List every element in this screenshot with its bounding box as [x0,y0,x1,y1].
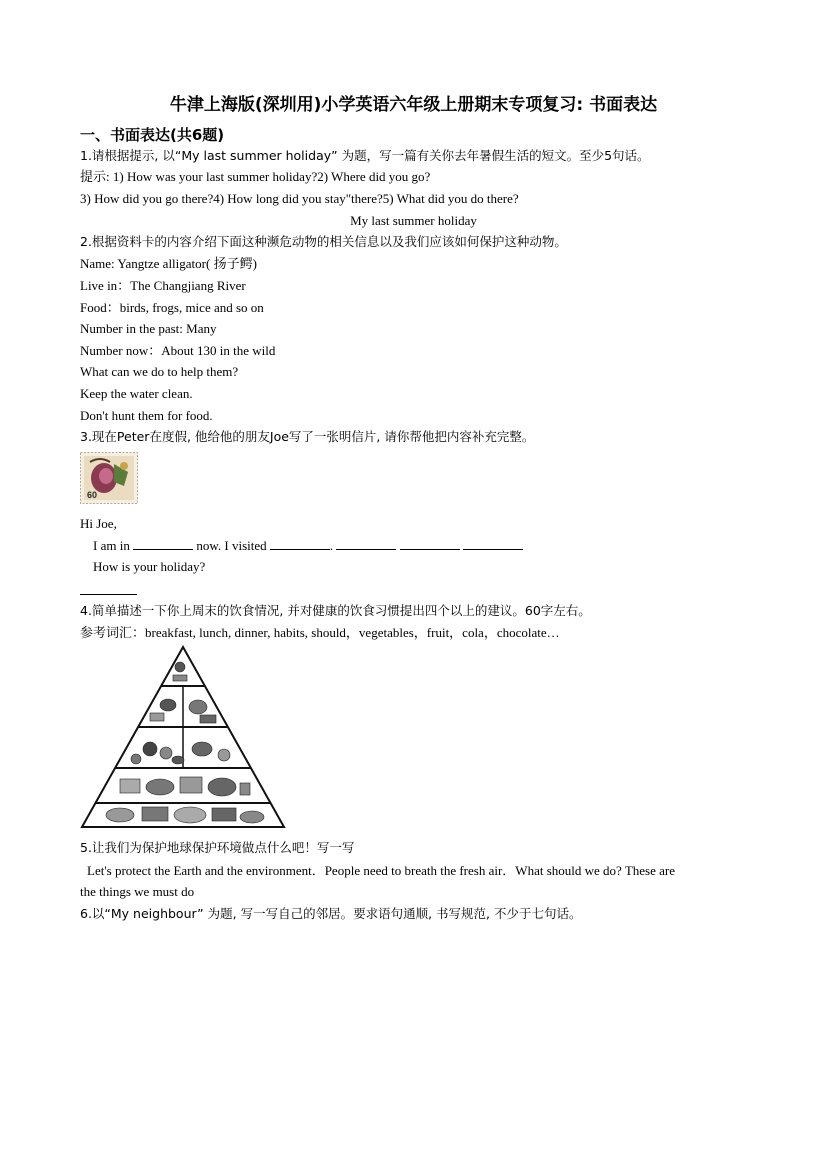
q2-info-line: Name: Yangtze alligator( 扬子鳄) [80,256,257,271]
stamp-value: 60 [87,490,98,500]
q2-info-line: Number in the past: Many [80,321,217,336]
q5-text-line1: Let's protect the Earth and the environment．People need to breath the fresh air．What should we do? These are [87,863,675,878]
signature-blank[interactable] [80,594,137,595]
q1-hints-line2: 3) How did you go there?4) How long did you stay"there?5) What did you do there? [80,191,519,206]
answer-blank[interactable] [133,538,193,550]
q2-info-line: Live in：The Changjiang River [80,278,246,293]
q1-hints-line1: 提示: 1) How was your last summer holiday?2) Where did you go? [80,169,431,184]
food-pyramid-image [80,645,286,829]
q1-essay-heading: My last summer holiday [350,213,477,228]
postcard-line1 [93,538,523,554]
answer-blank[interactable] [336,538,396,550]
postcard-text: . [329,538,334,553]
answer-blank[interactable] [270,538,330,550]
answer-blank[interactable] [400,538,460,550]
q2-info-line: Food：birds, frogs, mice and so on [80,300,264,315]
answer-blank[interactable] [463,538,523,550]
q2-info-line: Don't hunt them for food. [80,408,213,423]
page-title: 牛津上海版(深圳用)小学英语六年级上册期末专项复习: 书面表达 [169,95,658,115]
postcard-greeting: Hi Joe, [80,516,117,531]
q4-vocabulary: 参考词汇：breakfast, lunch, dinner, habits, should，vegetables，fruit，cola，chocolate… [80,625,560,640]
postcard-line2: How is your holiday? [93,559,206,574]
q2-info-line: Number now：About 130 in the wild [80,343,276,358]
q2-info-line: Keep the water clean. [80,386,193,401]
postcard-text: I am in [93,538,130,553]
q3-prompt: 3.现在Peter在度假, 他给他的朋友Joe写了一张明信片, 请你帮他把内容补充完整。 [80,429,535,444]
q2-info-line: What can we do to help them? [80,364,239,379]
section-heading: 一、书面表达(共6题) [80,126,225,144]
q2-prompt: 2.根据资料卡的内容介绍下面这种濒危动物的相关信息以及我们应该如何保护这种动物。 [80,234,567,249]
q5-text-line2: the things we must do [80,884,195,899]
q4-prompt: 4.简单描述一下你上周末的饮食情况, 并对健康的饮食习惯提出四个以上的建议。60字左右。 [80,603,591,618]
postage-stamp-image [80,452,138,504]
postcard-text: now. I visited [196,538,267,553]
q5-prompt: 5.让我们为保护地球保护环境做点什么吧！写一写 [80,840,355,855]
q6-prompt: 6.以“My neighbour” 为题, 写一写自己的邻居。要求语句通顺, 书写规范, 不少于七句话。 [80,906,582,921]
q1-prompt: 1.请根据提示, 以“My last summer holiday” 为题，写一篇有关你去年暑假生活的短文。至少5句话。 [80,148,650,163]
